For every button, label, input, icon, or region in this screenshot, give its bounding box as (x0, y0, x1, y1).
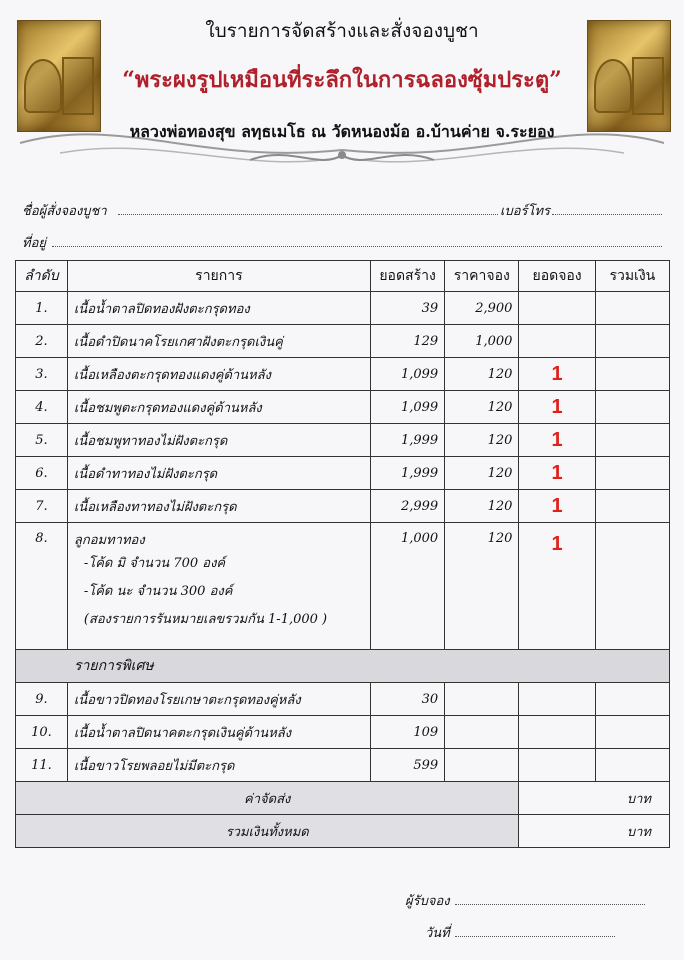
row-stock: 599 (370, 749, 444, 782)
row-no: 1. (16, 292, 68, 325)
row-order[interactable]: 1 (519, 391, 595, 424)
table-row (16, 683, 670, 716)
row-stock: 109 (370, 716, 444, 749)
row-stock: 1,099 (370, 391, 444, 424)
row-order[interactable] (519, 716, 595, 749)
row-total[interactable] (595, 523, 669, 650)
name-label: ชื่อผู้สั่งจองบูชา (22, 204, 107, 219)
row-stock: 1,000 (370, 523, 444, 650)
table-row (16, 391, 670, 424)
row-price: 120 (445, 523, 519, 650)
row-no: 8. (16, 523, 68, 650)
date-label: วันที่ (425, 926, 450, 941)
row-order[interactable] (519, 292, 595, 325)
row-total[interactable] (595, 457, 669, 490)
row-no: 5. (16, 424, 68, 457)
row-price (445, 749, 519, 782)
address-field[interactable] (52, 246, 662, 247)
row-order[interactable] (519, 683, 595, 716)
row-stock: 2,999 (370, 490, 444, 523)
table-row (16, 749, 670, 782)
row-stock: 39 (370, 292, 444, 325)
grand-total-label: รวมเงินทั้งหมด (16, 815, 519, 848)
row-price: 120 (445, 424, 519, 457)
row-total[interactable] (595, 424, 669, 457)
form-title: ใบรายการจัดสร้างและสั่งจองบูชา (205, 20, 479, 42)
row-order[interactable] (519, 325, 595, 358)
header-price: ราคาจอง (445, 261, 519, 292)
name-field[interactable] (118, 214, 498, 215)
row-order[interactable] (519, 749, 595, 782)
table-row (16, 292, 670, 325)
row-no: 4. (16, 391, 68, 424)
header-total: รวมเงิน (595, 261, 669, 292)
row-no: 10. (16, 716, 68, 749)
row-total[interactable] (595, 716, 669, 749)
table-row (16, 716, 670, 749)
row-stock: 1,099 (370, 358, 444, 391)
row-total[interactable] (595, 325, 669, 358)
row-total[interactable] (595, 358, 669, 391)
receiver-label: ผู้รับจอง (405, 894, 450, 909)
row-price: 120 (445, 391, 519, 424)
row-order[interactable]: 1 (519, 523, 595, 650)
table-row (16, 424, 670, 457)
row-no: 11. (16, 749, 68, 782)
row-no: 6. (16, 457, 68, 490)
row-no: 7. (16, 490, 68, 523)
row-item: เนื้อขาวปิดทองโรยเกษาตะกรุดทองคู่หลัง (67, 683, 370, 716)
shipping-row (16, 782, 670, 815)
row-item: เนื้อเหลืองตะกรุดทองแดงคู่ด้านหลัง (67, 358, 370, 391)
row-price: 120 (445, 457, 519, 490)
row-order[interactable]: 1 (519, 358, 595, 391)
order-table (15, 260, 670, 848)
total-row (16, 815, 670, 848)
row-item: เนื้อเหลืองทาทองไม่ฝังตะกรุด (67, 490, 370, 523)
row-price: 1,000 (445, 325, 519, 358)
row-sub-item: -โค้ด มิ จำนวน 700 องค์ (83, 556, 226, 571)
row-item: เนื้อขาวโรยพลอยไม่มีตะกรุด (67, 749, 370, 782)
row-order[interactable]: 1 (519, 457, 595, 490)
address-label: ที่อยู่ (22, 236, 46, 251)
row-total[interactable] (595, 490, 669, 523)
row-price (445, 683, 519, 716)
phone-label: เบอร์โทร (500, 204, 551, 219)
special-section-row (16, 650, 670, 683)
table-row (16, 457, 670, 490)
row-order[interactable]: 1 (519, 424, 595, 457)
receiver-field[interactable] (455, 904, 645, 905)
row-stock: 1,999 (370, 424, 444, 457)
row-order[interactable]: 1 (519, 490, 595, 523)
row-total[interactable] (595, 749, 669, 782)
header-no: ลำดับ (16, 261, 68, 292)
row-price (445, 716, 519, 749)
row-price: 120 (445, 358, 519, 391)
phone-field[interactable] (552, 214, 662, 215)
row-item-8 (67, 523, 370, 650)
table-row (16, 358, 670, 391)
row-no: 2. (16, 325, 68, 358)
temple-subtitle: หลวงพ่อทองสุข ลทฺธเมโธ ณ วัดหนองม้อ อ.บ้านค่าย จ.ระยอง (129, 122, 555, 141)
amulet-title: “พระผงรูปเหมือนที่ระลึกในการฉลองซุ้มประตู” (122, 67, 562, 93)
row-item: เนื้อน้ำตาลปิดทองฝังตะกรุดทอง (67, 292, 370, 325)
row-stock: 30 (370, 683, 444, 716)
special-section-label: รายการพิเศษ (16, 650, 670, 683)
row-stock: 129 (370, 325, 444, 358)
date-field[interactable] (455, 936, 615, 937)
table-row-8 (16, 523, 670, 650)
header-item: รายการ (67, 261, 370, 292)
row-sub-item: (สองรายการรันหมายเลขรวมกัน 1-1,000 ) (83, 612, 328, 627)
shipping-unit[interactable]: บาท (519, 782, 670, 815)
table-row (16, 325, 670, 358)
row-total[interactable] (595, 683, 669, 716)
table-row (16, 490, 670, 523)
row-price: 120 (445, 490, 519, 523)
row-no: 3. (16, 358, 68, 391)
row-item: เนื้อน้ำตาลปิดนาคตะกรุดเงินคู่ด้านหลัง (67, 716, 370, 749)
header-order: ยอดจอง (519, 261, 595, 292)
grand-total-unit[interactable]: บาท (519, 815, 670, 848)
header-stock: ยอดสร้าง (370, 261, 444, 292)
row-no: 9. (16, 683, 68, 716)
row-item: เนื้อดำทาทองไม่ฝังตะกรุด (67, 457, 370, 490)
row-price: 2,900 (445, 292, 519, 325)
table-header-row (16, 261, 670, 292)
row-total[interactable] (595, 391, 669, 424)
row-sub-item: -โค้ด นะ จำนวน 300 องค์ (83, 584, 233, 599)
shipping-label: ค่าจัดส่ง (16, 782, 519, 815)
row-total[interactable] (595, 292, 669, 325)
row-item: เนื้อชมพูทาทองไม่ฝังตะกรุด (67, 424, 370, 457)
row-item: เนื้อดำปิดนาคโรยเกศาฝังตะกรุดเงินคู่ (67, 325, 370, 358)
row-item: ลูกอมทาทอง (73, 533, 145, 548)
row-item: เนื้อชมพูตะกรุดทองแดงคู่ด้านหลัง (67, 391, 370, 424)
row-stock: 1,999 (370, 457, 444, 490)
